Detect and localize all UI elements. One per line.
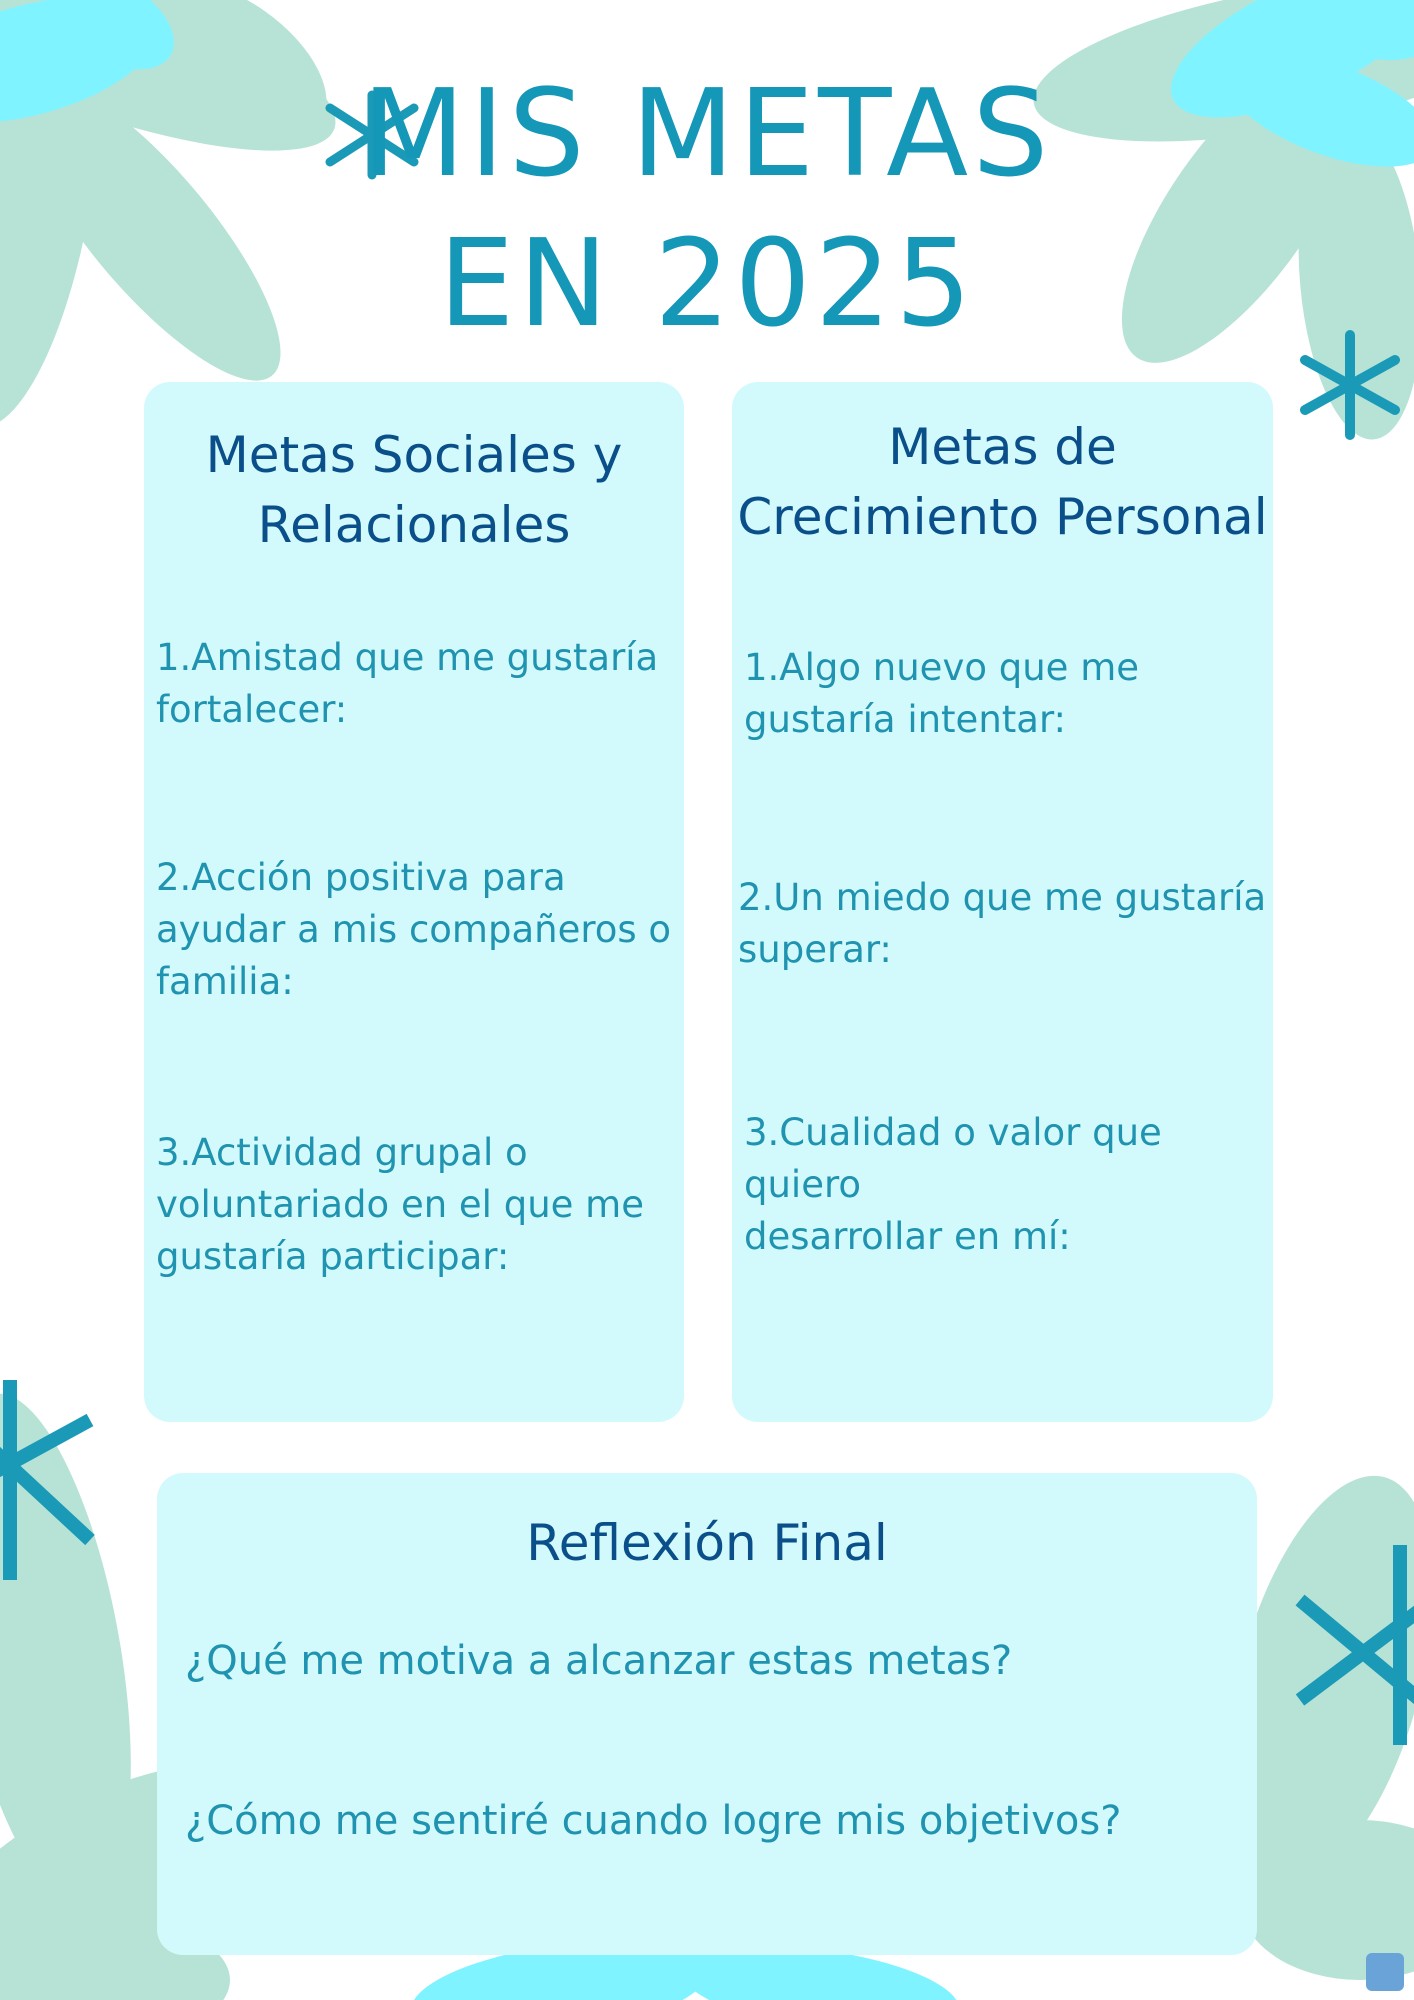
item-line: 1.Amistad que me gustaría — [156, 636, 659, 679]
item-line: familia: — [156, 960, 294, 1003]
item-line: 3.Actividad grupal o — [156, 1131, 528, 1174]
item-line: gustaría participar: — [156, 1235, 510, 1278]
item-line: voluntariado en el que me — [156, 1183, 644, 1226]
goal-item-fear — [738, 872, 1266, 976]
title-line-1: MIS METAS — [361, 65, 1053, 204]
reflection-question-feeling: ¿Cómo me sentiré cuando logre mis objetivos? — [185, 1798, 1122, 1844]
page-title — [0, 60, 1414, 360]
heading-line: Crecimiento Personal — [737, 488, 1268, 546]
heading-line: Relacionales — [257, 496, 571, 554]
card-personal-growth — [732, 382, 1273, 1422]
card-heading-growth — [732, 412, 1273, 552]
recursos-eso-logo — [1366, 1953, 1404, 1991]
heading-line: Metas de — [888, 418, 1117, 476]
goal-item-friendship — [156, 632, 658, 736]
goal-item-group-activity — [156, 1127, 644, 1283]
item-line: superar: — [738, 928, 892, 971]
item-line: ayudar a mis compañeros o — [156, 908, 672, 951]
card-social-goals — [144, 382, 684, 1422]
item-line: 3.Cualidad o valor que quiero — [744, 1111, 1162, 1206]
goal-item-quality — [744, 1107, 1273, 1263]
item-line: 1.Algo nuevo que me — [744, 646, 1140, 689]
title-line-2: EN 2025 — [438, 215, 976, 354]
card-heading-reflection — [157, 1508, 1257, 1578]
item-line: 2.Acción positiva para — [156, 856, 566, 899]
goal-item-positive-action — [156, 852, 671, 1008]
item-line: desarrollar en mí: — [744, 1215, 1071, 1258]
card-final-reflection — [157, 1473, 1257, 1955]
item-line: 2.Un miedo que me gustaría — [738, 876, 1267, 919]
item-line: fortalecer: — [156, 688, 348, 731]
heading-line: Reflexión Final — [526, 1514, 888, 1572]
item-line: gustaría intentar: — [744, 698, 1066, 741]
card-heading-social — [144, 420, 684, 560]
goal-item-try-new — [744, 642, 1139, 746]
reflection-question-motivation: ¿Qué me motiva a alcanzar estas metas? — [185, 1638, 1013, 1684]
heading-line: Metas Sociales y — [205, 426, 623, 484]
